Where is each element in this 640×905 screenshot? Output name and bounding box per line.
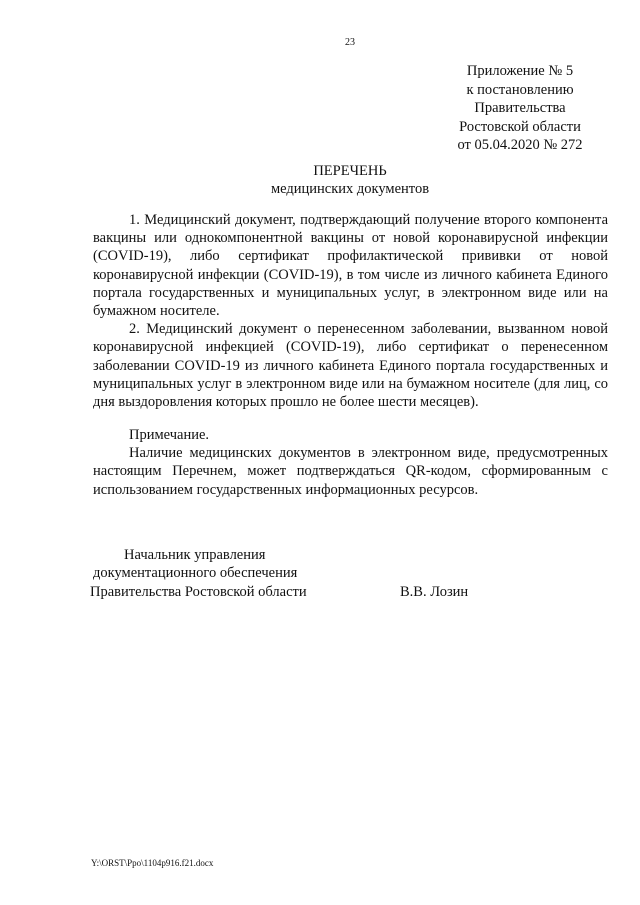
title-sub: медицинских документов — [270, 181, 430, 197]
annex-line-1: Приложение № 5 — [466, 63, 574, 79]
note-section — [93, 426, 608, 499]
signer-position-line-3: Правительства Ростовской области — [90, 583, 307, 600]
annex-line-4: Ростовской области — [459, 118, 581, 135]
list-item-1: 1. Медицинский документ, подтверждающий получение второго компонента вакцины или однокомпонентной вакцины от новой коронавирусной инфекции (COVID-19), либо сертификат профилактической прививки от новой коронавирусной инфекции (COVID-19), в том числе из личного кабинета Единого портала государственных и муниципальных услуг, в электронном виде или на бумажном носителе. — [93, 212, 608, 320]
title-main: ПЕРЕЧЕНЬ — [313, 163, 387, 179]
annex-header — [440, 62, 600, 155]
document-title — [0, 162, 640, 198]
annex-line-3: Правительства — [474, 100, 566, 117]
signature-block — [90, 546, 510, 601]
note-heading: Примечание. — [129, 427, 210, 443]
annex-line-5: от 05.04.2020 № 272 — [457, 137, 583, 154]
signer-position-line-1: Начальник управления — [124, 547, 266, 563]
signer-position-line-3-row — [90, 583, 510, 601]
page-number: 23 — [345, 37, 355, 48]
list-item-2: 2. Медицинский документ о перенесенном заболевании, вызванном новой коронавирусной инфекцией (COVID-19), либо сертификат о перенесенном заболевании COVID-19 из личного кабинета Единого портала государственных и муниципальных услуг в электронном виде или на бумажном носителе (для лиц, со дня выздоровления которых прошло не более шести месяцев). — [93, 321, 608, 411]
note-text: Наличие медицинских документов в электронном виде, предусмотренных настоящим Перечнем, может подтверждаться QR-кодом, сформированным с использованием государственных информационных ресурсов. — [93, 445, 608, 498]
signer-position-line-2: документационного обеспечения — [93, 565, 298, 582]
file-path-footer: Y:\ORST\Ppo\1104p916.f21.docx — [91, 858, 214, 868]
annex-line-2: к постановлению — [466, 81, 574, 98]
document-list — [93, 211, 608, 411]
signer-name: В.В. Лозин — [400, 583, 469, 600]
